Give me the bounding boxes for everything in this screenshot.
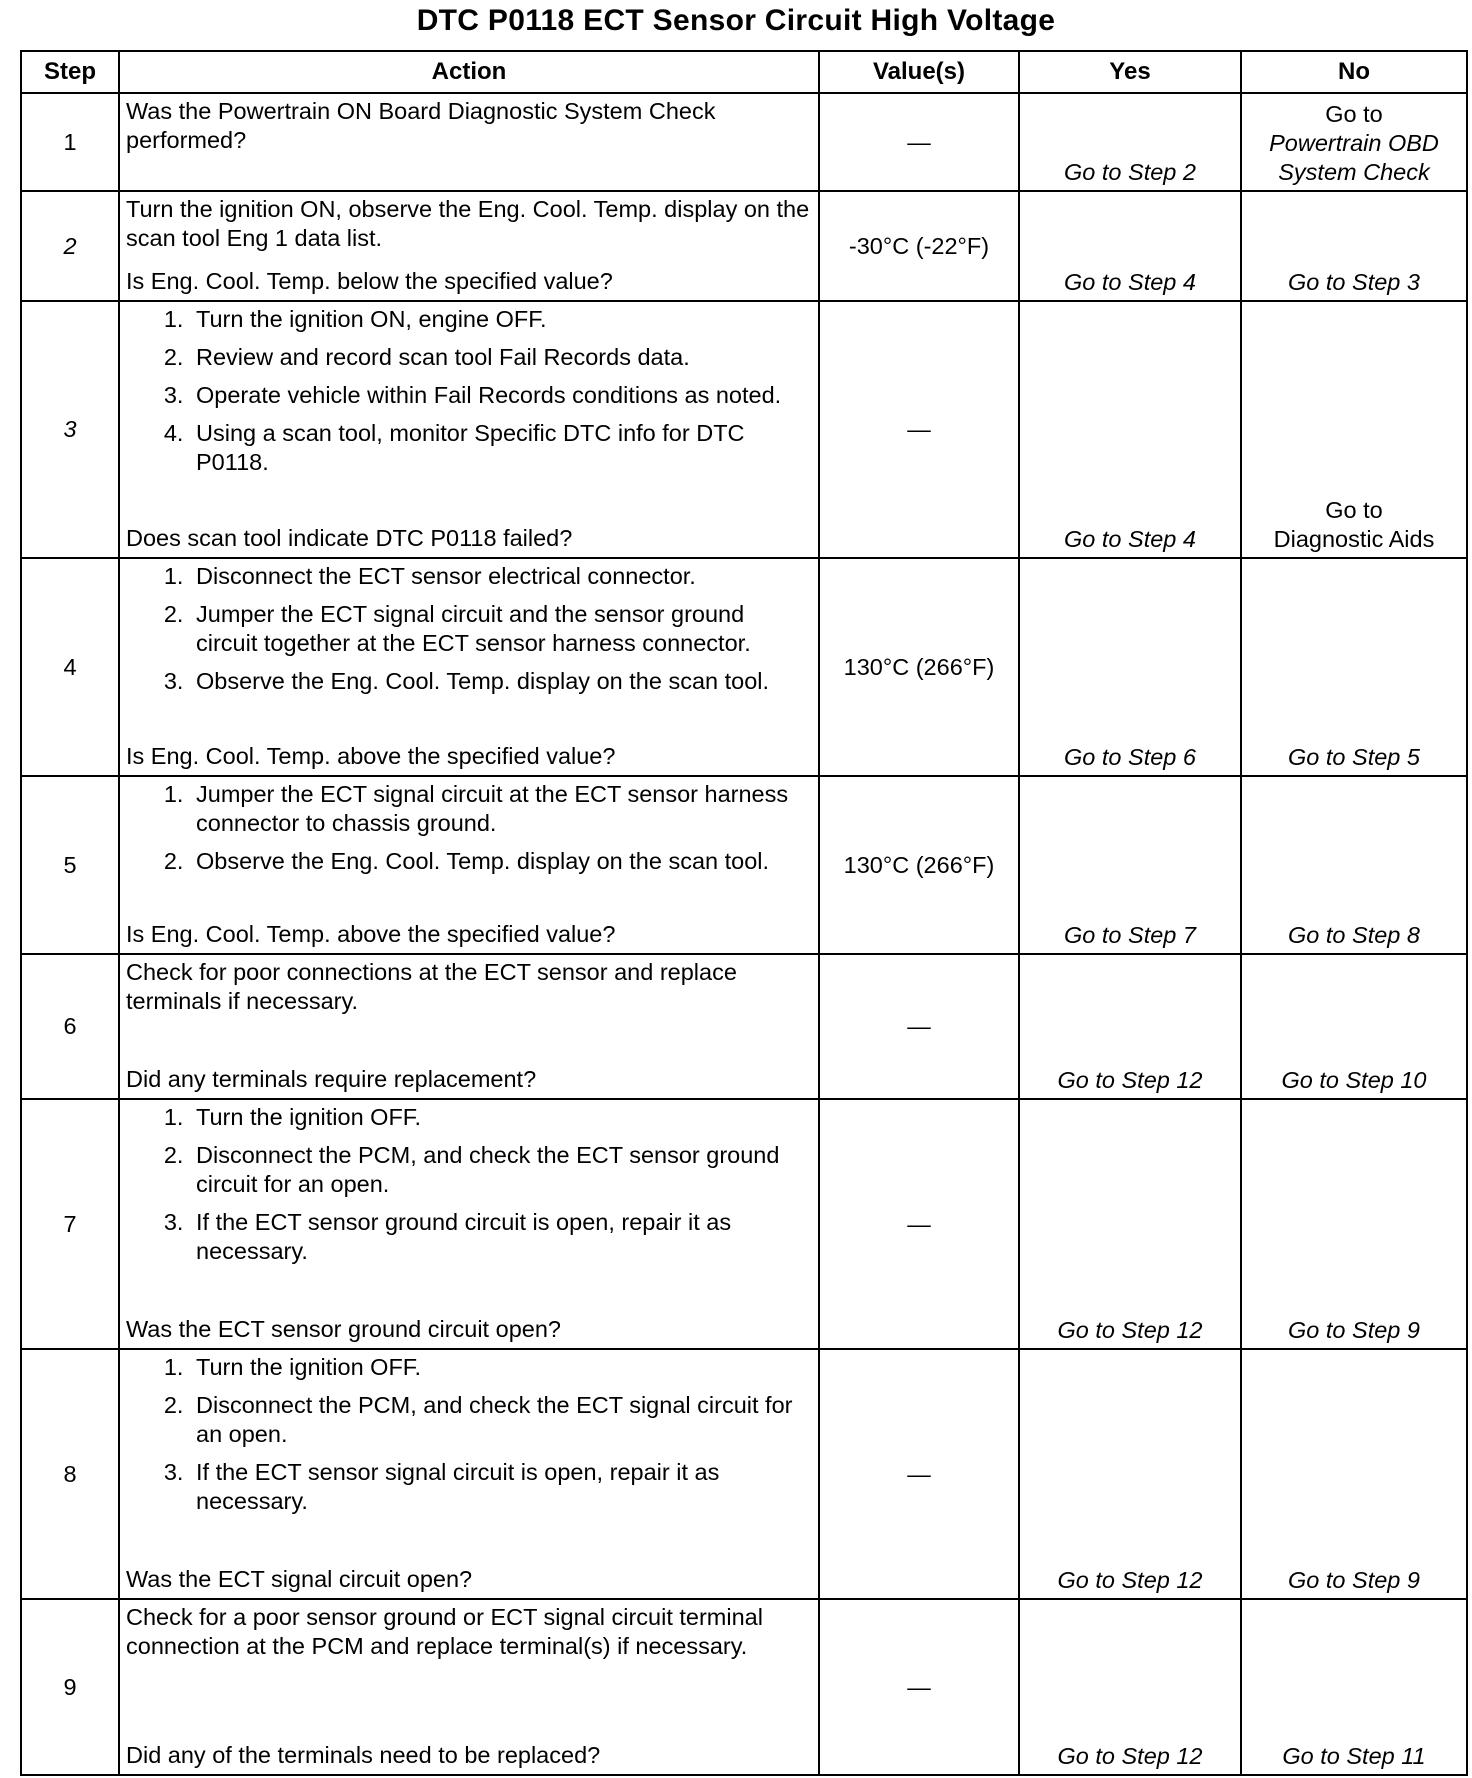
action-question: Is Eng. Cool. Temp. above the specified value? bbox=[126, 921, 616, 947]
yes-goto-link[interactable]: Go to Step 4 bbox=[1064, 526, 1196, 552]
no-goto-link[interactable]: Powertrain OBD bbox=[1269, 130, 1439, 156]
action-step-item: 1. Turn the ignition OFF. bbox=[190, 1353, 812, 1382]
no-cell bbox=[1241, 1599, 1467, 1775]
no-cell bbox=[1241, 558, 1467, 776]
action-cell bbox=[119, 558, 819, 776]
step-number: 6 bbox=[21, 954, 119, 1099]
no-cell bbox=[1241, 954, 1467, 1099]
action-question: Does scan tool indicate DTC P0118 failed? bbox=[126, 525, 573, 551]
no-cell bbox=[1241, 1099, 1467, 1349]
no-goto-prefix: Go to bbox=[1325, 101, 1383, 127]
value-cell: — bbox=[819, 301, 1019, 558]
value-cell: — bbox=[819, 1349, 1019, 1599]
step-number: 9 bbox=[21, 1599, 119, 1775]
action-text: Check for a poor sensor ground or ECT signal circuit terminal connection at the PCM and replace terminal(s) if necessary. bbox=[126, 1604, 763, 1659]
action-step-item: 1. Disconnect the ECT sensor electrical connector. bbox=[190, 562, 812, 591]
no-goto-link[interactable]: Go to Step 8 bbox=[1288, 922, 1420, 948]
action-steps-list bbox=[126, 1353, 812, 1516]
no-goto-link[interactable]: Diagnostic Aids bbox=[1273, 526, 1435, 552]
yes-cell bbox=[1019, 93, 1241, 191]
yes-goto-link[interactable]: Go to Step 2 bbox=[1064, 159, 1196, 185]
page-title: DTC P0118 ECT Sensor Circuit High Voltage bbox=[416, 4, 1056, 37]
action-cell bbox=[119, 93, 819, 191]
step-number: 7 bbox=[21, 1099, 119, 1349]
no-goto-link[interactable]: Go to Step 9 bbox=[1288, 1567, 1420, 1593]
table-row bbox=[21, 1599, 1467, 1775]
table-row bbox=[21, 954, 1467, 1099]
action-cell bbox=[119, 954, 819, 1099]
action-text: Was the Powertrain ON Board Diagnostic System Check performed? bbox=[126, 98, 716, 153]
table-row bbox=[21, 301, 1467, 558]
action-step-item: 2. Review and record scan tool Fail Records data. bbox=[190, 343, 812, 372]
action-step-item: 1. Jumper the ECT signal circuit at the ECT sensor harness connector to chassis ground. bbox=[190, 780, 812, 838]
yes-cell bbox=[1019, 1099, 1241, 1349]
action-step-item: 2. Disconnect the PCM, and check the ECT sensor ground circuit for an open. bbox=[190, 1141, 812, 1199]
action-steps-list bbox=[126, 1103, 812, 1266]
no-cell bbox=[1241, 191, 1467, 301]
step-number: 5 bbox=[21, 776, 119, 954]
value-cell: — bbox=[819, 1099, 1019, 1349]
value-cell: — bbox=[819, 954, 1019, 1099]
action-steps-list bbox=[126, 562, 812, 696]
no-goto-link[interactable]: Go to Step 11 bbox=[1282, 1743, 1426, 1769]
yes-cell bbox=[1019, 776, 1241, 954]
table-row bbox=[21, 558, 1467, 776]
header-row bbox=[21, 51, 1467, 93]
table-row bbox=[21, 776, 1467, 954]
no-goto-prefix: Go to bbox=[1325, 497, 1383, 523]
action-question: Did any terminals require replacement? bbox=[126, 1066, 537, 1092]
action-step-item: 4. Using a scan tool, monitor Specific DTC info for DTC P0118. bbox=[190, 419, 812, 477]
value-cell: 130°C (266°F) bbox=[819, 558, 1019, 776]
action-cell bbox=[119, 1599, 819, 1775]
step-number: 2 bbox=[21, 191, 119, 301]
no-goto-link[interactable]: System Check bbox=[1278, 159, 1430, 185]
action-question: Is Eng. Cool. Temp. below the specified value? bbox=[126, 268, 613, 294]
yes-cell bbox=[1019, 301, 1241, 558]
yes-cell bbox=[1019, 558, 1241, 776]
step-number: 8 bbox=[21, 1349, 119, 1599]
step-number: 3 bbox=[21, 301, 119, 558]
no-cell bbox=[1241, 776, 1467, 954]
action-question: Was the ECT sensor ground circuit open? bbox=[126, 1316, 561, 1342]
yes-goto-link[interactable]: Go to Step 12 bbox=[1057, 1317, 1203, 1343]
no-cell bbox=[1241, 1349, 1467, 1599]
no-goto-link[interactable]: Go to Step 10 bbox=[1281, 1067, 1427, 1093]
action-step-item: 2. Disconnect the PCM, and check the ECT signal circuit for an open. bbox=[190, 1391, 812, 1449]
action-step-item: 1. Turn the ignition ON, engine OFF. bbox=[190, 305, 812, 334]
action-question: Is Eng. Cool. Temp. above the specified value? bbox=[126, 743, 616, 769]
yes-goto-link[interactable]: Go to Step 12 bbox=[1057, 1567, 1203, 1593]
diagnostic-table bbox=[20, 50, 1468, 1776]
yes-cell bbox=[1019, 1599, 1241, 1775]
value-cell: — bbox=[819, 93, 1019, 191]
action-cell bbox=[119, 776, 819, 954]
action-step-item: 3. Observe the Eng. Cool. Temp. display on the scan tool. bbox=[190, 667, 812, 696]
header-no: No bbox=[1241, 51, 1467, 93]
header-values: Value(s) bbox=[819, 51, 1019, 93]
action-steps-list bbox=[126, 780, 812, 876]
header-action: Action bbox=[119, 51, 819, 93]
yes-cell bbox=[1019, 1349, 1241, 1599]
yes-goto-link[interactable]: Go to Step 7 bbox=[1064, 922, 1196, 948]
action-steps-list bbox=[126, 305, 812, 477]
no-cell bbox=[1241, 301, 1467, 558]
value-cell: — bbox=[819, 1599, 1019, 1775]
action-step-item: 3. If the ECT sensor ground circuit is open, repair it as necessary. bbox=[190, 1208, 812, 1266]
yes-cell bbox=[1019, 191, 1241, 301]
action-cell bbox=[119, 1349, 819, 1599]
header-step: Step bbox=[21, 51, 119, 93]
step-number: 1 bbox=[21, 93, 119, 191]
action-step-item: 2. Jumper the ECT signal circuit and the sensor ground circuit together at the ECT sensor harness connector. bbox=[190, 600, 812, 658]
step-number: 4 bbox=[21, 558, 119, 776]
table-row bbox=[21, 1349, 1467, 1599]
action-question: Did any of the terminals need to be replaced? bbox=[126, 1742, 601, 1768]
yes-cell bbox=[1019, 954, 1241, 1099]
table-row bbox=[21, 93, 1467, 191]
value-cell: 130°C (266°F) bbox=[819, 776, 1019, 954]
action-cell bbox=[119, 1099, 819, 1349]
action-step-item: 2. Observe the Eng. Cool. Temp. display on the scan tool. bbox=[190, 847, 812, 876]
no-goto-link[interactable]: Go to Step 3 bbox=[1288, 269, 1420, 295]
action-step-item: 3. If the ECT sensor signal circuit is open, repair it as necessary. bbox=[190, 1458, 812, 1516]
no-cell bbox=[1241, 93, 1467, 191]
yes-goto-link[interactable]: Go to Step 12 bbox=[1057, 1743, 1203, 1769]
header-yes: Yes bbox=[1019, 51, 1241, 93]
no-goto-link[interactable]: Go to Step 5 bbox=[1288, 744, 1420, 770]
value-cell: -30°C (-22°F) bbox=[819, 191, 1019, 301]
yes-goto-link[interactable]: Go to Step 12 bbox=[1057, 1067, 1203, 1093]
table-row bbox=[21, 191, 1467, 301]
yes-goto-link[interactable]: Go to Step 4 bbox=[1064, 269, 1196, 295]
action-question: Was the ECT signal circuit open? bbox=[126, 1566, 473, 1592]
no-goto-link[interactable]: Go to Step 9 bbox=[1288, 1317, 1420, 1343]
action-text: Turn the ignition ON, observe the Eng. Cool. Temp. display on the scan tool Eng 1 data list. bbox=[126, 196, 810, 251]
table-row bbox=[21, 1099, 1467, 1349]
action-step-item: 3. Operate vehicle within Fail Records conditions as noted. bbox=[190, 381, 812, 410]
action-cell bbox=[119, 301, 819, 558]
action-step-item: 1. Turn the ignition OFF. bbox=[190, 1103, 812, 1132]
yes-goto-link[interactable]: Go to Step 6 bbox=[1064, 744, 1196, 770]
action-cell bbox=[119, 191, 819, 301]
action-text: Check for poor connections at the ECT sensor and replace terminals if necessary. bbox=[126, 959, 737, 1014]
